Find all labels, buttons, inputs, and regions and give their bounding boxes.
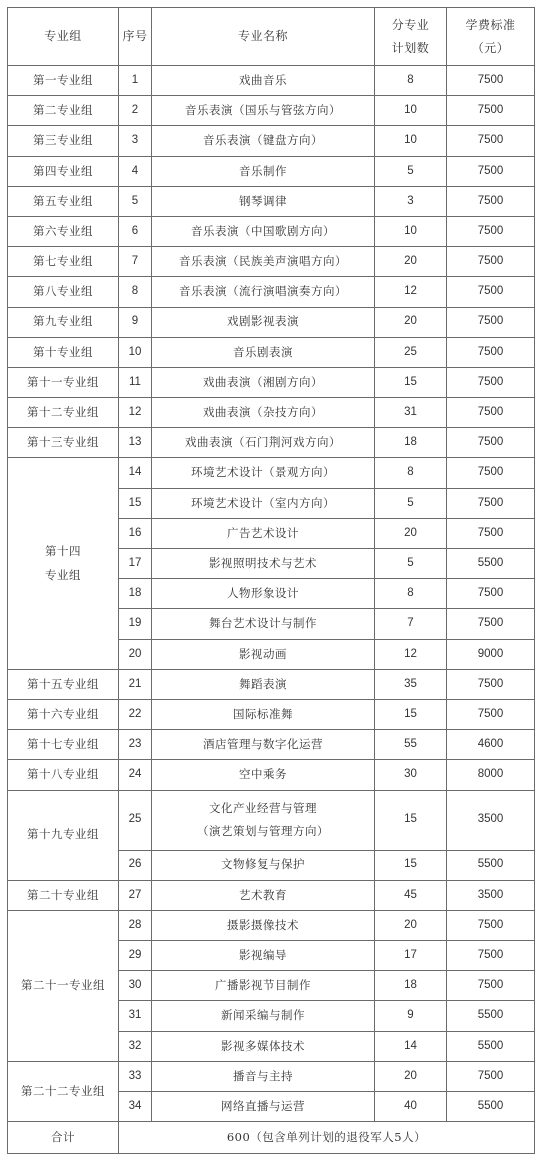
seq-cell: 16: [119, 518, 152, 548]
major-name: 音乐表演（中国歌剧方向）: [191, 223, 335, 238]
group-name: 第十八专业组: [27, 767, 99, 782]
seq-cell: 27: [119, 880, 152, 910]
table-row: [8, 96, 535, 126]
seq-cell: 34: [119, 1092, 152, 1122]
header-plan-line2: 计划数: [391, 40, 430, 55]
plan-cell: 10: [375, 126, 447, 156]
plan-cell: 18: [375, 428, 447, 458]
major-cell: [152, 730, 375, 760]
plan-cell: 31: [375, 398, 447, 428]
group-name-cell: [8, 730, 119, 760]
table-row: [8, 337, 535, 367]
table-row: [8, 760, 535, 790]
table-row: [8, 428, 535, 458]
plan-cell: 15: [375, 699, 447, 729]
major-cell: [152, 1031, 375, 1061]
table-row: [8, 247, 535, 277]
major-name: 环境艺术设计（室内方向）: [191, 495, 335, 510]
major-cell: [152, 880, 375, 910]
header-plan: [375, 8, 447, 66]
table-row: [8, 186, 535, 216]
seq-cell: 10: [119, 337, 152, 367]
plan-cell: 15: [375, 367, 447, 397]
major-cell: [152, 639, 375, 669]
plan-cell: 20: [375, 910, 447, 940]
major-cell: [152, 367, 375, 397]
group-name: 第三专业组: [33, 133, 93, 148]
table-row: [8, 66, 535, 96]
seq-cell: 11: [119, 367, 152, 397]
group-name: 第十二专业组: [27, 405, 99, 420]
major-name-line2: （演艺策划与管理方向）: [197, 824, 329, 838]
fee-cell: 7500: [447, 367, 535, 397]
major-name: 播音与主持: [233, 1068, 293, 1083]
seq-cell: 9: [119, 307, 152, 337]
plan-cell: 5: [375, 488, 447, 518]
seq-cell: 4: [119, 156, 152, 186]
major-cell: [152, 850, 375, 880]
group-name-cell: [8, 66, 119, 96]
table-header-row: [8, 8, 535, 66]
seq-cell: 32: [119, 1031, 152, 1061]
major-name: 网络直播与运营: [221, 1098, 305, 1113]
group-name-cell: [8, 880, 119, 910]
major-name: 影视编导: [239, 948, 287, 963]
seq-cell: 19: [119, 609, 152, 639]
table-row: [8, 880, 535, 910]
major-cell: [152, 669, 375, 699]
major-name: 文化产业经营与管理: [209, 800, 317, 815]
plan-cell: 5: [375, 549, 447, 579]
major-cell: [152, 1001, 375, 1031]
seq-cell: 24: [119, 760, 152, 790]
major-cell: [152, 609, 375, 639]
group-name-cell: [8, 337, 119, 367]
plan-cell: 5: [375, 156, 447, 186]
fee-cell: 4600: [447, 730, 535, 760]
group-name-cell: [8, 669, 119, 699]
major-name: 戏曲表演（湘剧方向）: [203, 374, 323, 389]
major-cell: [152, 428, 375, 458]
header-fee-line2: （元）: [471, 40, 510, 55]
table-row: [8, 669, 535, 699]
seq-cell: 15: [119, 488, 152, 518]
major-name: 钢琴调律: [239, 193, 287, 208]
header-group: 专业组: [8, 8, 119, 66]
fee-cell: 7500: [447, 579, 535, 609]
major-name: 音乐表演（民族美声演唱方向）: [179, 254, 347, 269]
group-name: 第十九专业组: [27, 827, 99, 842]
fee-cell: 7500: [447, 277, 535, 307]
fee-cell: 7500: [447, 518, 535, 548]
fee-cell: 7500: [447, 488, 535, 518]
fee-cell: 3500: [447, 790, 535, 850]
group-name-cell: [8, 96, 119, 126]
group-name: 第二十专业组: [27, 887, 99, 902]
fee-cell: 7500: [447, 66, 535, 96]
fee-cell: 8000: [447, 760, 535, 790]
header-fee: [447, 8, 535, 66]
table-row: [8, 216, 535, 246]
group-name: 第七专业组: [33, 254, 93, 269]
group-name-cell: [8, 1061, 119, 1121]
group-name: 第二十一专业组: [21, 978, 105, 993]
seq-cell: 29: [119, 941, 152, 971]
major-name: 戏剧影视表演: [227, 314, 299, 329]
header-major: 专业名称: [152, 8, 375, 66]
major-cell: [152, 760, 375, 790]
major-name: 国际标准舞: [233, 706, 293, 721]
seq-cell: 14: [119, 458, 152, 488]
table-row: [8, 307, 535, 337]
plan-cell: 3: [375, 186, 447, 216]
group-name: 第十三专业组: [27, 435, 99, 450]
fee-cell: 7500: [447, 307, 535, 337]
group-name-cell: [8, 790, 119, 880]
major-cell: [152, 1092, 375, 1122]
table-row: [8, 367, 535, 397]
plan-cell: 35: [375, 669, 447, 699]
major-cell: [152, 66, 375, 96]
plan-cell: 15: [375, 850, 447, 880]
group-name: 第九专业组: [33, 314, 93, 329]
major-name: 影视多媒体技术: [221, 1038, 305, 1053]
major-name: 新闻采编与制作: [221, 1008, 305, 1023]
seq-cell: 18: [119, 579, 152, 609]
fee-cell: 7500: [447, 669, 535, 699]
group-name-cell: [8, 367, 119, 397]
group-name-cell: [8, 910, 119, 1061]
table-row: [8, 277, 535, 307]
fee-cell: 5500: [447, 549, 535, 579]
fee-cell: 7500: [447, 247, 535, 277]
fee-cell: 7500: [447, 458, 535, 488]
plan-cell: 8: [375, 66, 447, 96]
major-cell: [152, 216, 375, 246]
plan-cell: 20: [375, 247, 447, 277]
major-name: 广播影视节目制作: [215, 978, 311, 993]
plan-cell: 45: [375, 880, 447, 910]
plan-cell: 17: [375, 941, 447, 971]
seq-cell: 22: [119, 699, 152, 729]
fee-cell: 7500: [447, 216, 535, 246]
table-row: [8, 699, 535, 729]
major-name: 戏曲表演（杂技方向）: [203, 405, 323, 420]
major-name: 文物修复与保护: [221, 857, 305, 872]
group-name-cell: [8, 458, 119, 669]
group-name-cell: [8, 216, 119, 246]
major-name: 环境艺术设计（景观方向）: [191, 465, 335, 480]
plan-cell: 12: [375, 277, 447, 307]
major-cell: [152, 488, 375, 518]
plan-cell: 10: [375, 216, 447, 246]
seq-cell: 7: [119, 247, 152, 277]
group-name-cell: [8, 699, 119, 729]
major-cell: [152, 518, 375, 548]
table-row: [8, 1061, 535, 1091]
major-cell: [152, 971, 375, 1001]
group-name: 第二十二专业组: [21, 1083, 105, 1098]
plan-cell: 8: [375, 579, 447, 609]
major-name: 舞台艺术设计与制作: [209, 616, 317, 631]
group-name-cell: [8, 760, 119, 790]
table-body: [8, 66, 535, 1122]
major-name: 音乐制作: [239, 163, 287, 178]
fee-cell: 7500: [447, 156, 535, 186]
total-value: 600（包含单列计划的退役军人5人）: [119, 1122, 535, 1154]
seq-cell: 17: [119, 549, 152, 579]
group-name-cell: [8, 126, 119, 156]
plan-cell: 9: [375, 1001, 447, 1031]
major-cell: [152, 1061, 375, 1091]
major-cell: [152, 126, 375, 156]
major-cell: [152, 277, 375, 307]
major-name: 酒店管理与数字化运营: [203, 737, 323, 752]
table-row: [8, 398, 535, 428]
table-row: [8, 730, 535, 760]
plan-cell: 20: [375, 307, 447, 337]
plan-cell: 55: [375, 730, 447, 760]
table-row: [8, 156, 535, 186]
seq-cell: 13: [119, 428, 152, 458]
seq-cell: 12: [119, 398, 152, 428]
plan-cell: 15: [375, 790, 447, 850]
major-cell: [152, 699, 375, 729]
major-name: 音乐表演（流行演唱演奏方向）: [179, 284, 347, 299]
major-name: 人物形象设计: [227, 586, 299, 601]
major-cell: [152, 247, 375, 277]
major-name: 广告艺术设计: [227, 525, 299, 540]
fee-cell: 5500: [447, 850, 535, 880]
table-row: [8, 458, 535, 488]
group-name: 第十六专业组: [27, 706, 99, 721]
plan-cell: 8: [375, 458, 447, 488]
seq-cell: 26: [119, 850, 152, 880]
group-name: 第二专业组: [33, 103, 93, 118]
fee-cell: 5500: [447, 1001, 535, 1031]
major-cell: [152, 156, 375, 186]
plan-cell: 40: [375, 1092, 447, 1122]
fee-cell: 7500: [447, 186, 535, 216]
group-name-cell: [8, 398, 119, 428]
total-row: [8, 1122, 535, 1154]
fee-cell: 7500: [447, 96, 535, 126]
group-name-cell: [8, 247, 119, 277]
group-name-line2: 专业组: [45, 567, 81, 582]
table-row: [8, 126, 535, 156]
group-name: 第十七专业组: [27, 737, 99, 752]
major-cell: [152, 579, 375, 609]
fee-cell: 5500: [447, 1092, 535, 1122]
major-name: 艺术教育: [239, 887, 287, 902]
group-name-cell: [8, 307, 119, 337]
major-cell: [152, 398, 375, 428]
group-name: 第四专业组: [33, 163, 93, 178]
plan-cell: 20: [375, 518, 447, 548]
plan-cell: 25: [375, 337, 447, 367]
plan-cell: 30: [375, 760, 447, 790]
fee-cell: 7500: [447, 428, 535, 458]
major-cell: [152, 337, 375, 367]
seq-cell: 2: [119, 96, 152, 126]
major-cell: [152, 910, 375, 940]
header-fee-line1: 学费标准: [465, 17, 516, 32]
seq-cell: 8: [119, 277, 152, 307]
group-name: 第十四: [45, 544, 81, 559]
group-name-cell: [8, 277, 119, 307]
seq-cell: 21: [119, 669, 152, 699]
group-name: 第五专业组: [33, 193, 93, 208]
major-name: 音乐表演（键盘方向）: [203, 133, 323, 148]
major-cell: [152, 186, 375, 216]
major-name: 戏曲音乐: [239, 72, 287, 87]
fee-cell: 3500: [447, 880, 535, 910]
table-row: [8, 790, 535, 850]
major-name: 空中乘务: [239, 767, 287, 782]
seq-cell: 6: [119, 216, 152, 246]
seq-cell: 1: [119, 66, 152, 96]
fee-cell: 5500: [447, 1031, 535, 1061]
major-name: 舞蹈表演: [239, 676, 287, 691]
plan-cell: 20: [375, 1061, 447, 1091]
seq-cell: 3: [119, 126, 152, 156]
fee-cell: 7500: [447, 126, 535, 156]
major-name: 影视动画: [239, 646, 287, 661]
major-name: 影视照明技术与艺术: [209, 555, 317, 570]
major-cell: [152, 458, 375, 488]
seq-cell: 30: [119, 971, 152, 1001]
group-name: 第十一专业组: [27, 374, 99, 389]
major-cell: [152, 96, 375, 126]
plan-cell: 7: [375, 609, 447, 639]
major-cell: [152, 549, 375, 579]
fee-cell: 7500: [447, 337, 535, 367]
fee-cell: 7500: [447, 398, 535, 428]
plan-cell: 12: [375, 639, 447, 669]
fee-cell: 7500: [447, 1061, 535, 1091]
seq-cell: 28: [119, 910, 152, 940]
plan-cell: 14: [375, 1031, 447, 1061]
major-cell: [152, 941, 375, 971]
group-name-cell: [8, 156, 119, 186]
plan-cell: 10: [375, 96, 447, 126]
seq-cell: 20: [119, 639, 152, 669]
group-name: 第六专业组: [33, 223, 93, 238]
total-label: 合计: [8, 1122, 119, 1154]
major-name: 摄影摄像技术: [227, 917, 299, 932]
enrollment-plan-table: [7, 7, 535, 1154]
major-cell: [152, 307, 375, 337]
table-row: [8, 910, 535, 940]
group-name: 第一专业组: [33, 72, 93, 87]
fee-cell: 7500: [447, 971, 535, 1001]
group-name: 第八专业组: [33, 284, 93, 299]
seq-cell: 5: [119, 186, 152, 216]
seq-cell: 33: [119, 1061, 152, 1091]
fee-cell: 7500: [447, 699, 535, 729]
seq-cell: 31: [119, 1001, 152, 1031]
fee-cell: 7500: [447, 910, 535, 940]
major-name: 音乐剧表演: [233, 344, 293, 359]
group-name-cell: [8, 428, 119, 458]
fee-cell: 7500: [447, 609, 535, 639]
group-name-cell: [8, 186, 119, 216]
major-name: 戏曲表演（石门荆河戏方向）: [185, 435, 341, 450]
seq-cell: 25: [119, 790, 152, 850]
seq-cell: 23: [119, 730, 152, 760]
fee-cell: 7500: [447, 941, 535, 971]
header-seq: 序号: [119, 8, 152, 66]
major-cell: [152, 790, 375, 850]
header-plan-line1: 分专业: [391, 17, 430, 32]
group-name: 第十五专业组: [27, 676, 99, 691]
plan-cell: 18: [375, 971, 447, 1001]
fee-cell: 9000: [447, 639, 535, 669]
group-name: 第十专业组: [33, 344, 93, 359]
major-name: 音乐表演（国乐与管弦方向）: [185, 103, 341, 118]
